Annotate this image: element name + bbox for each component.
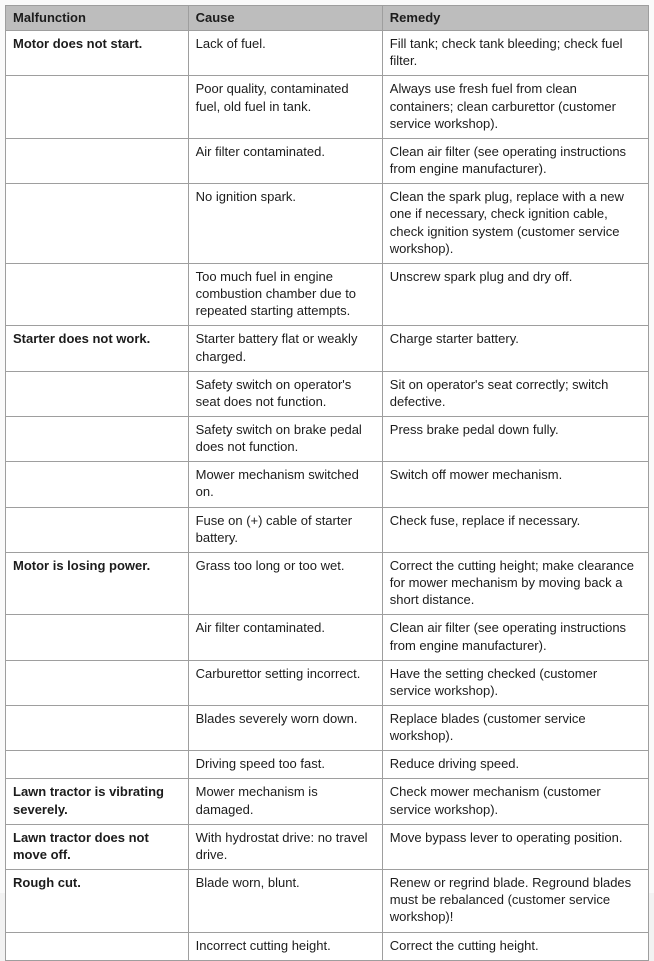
table-row (6, 371, 649, 416)
table-header (6, 6, 649, 31)
cause-cell: Lack of fuel. (188, 31, 382, 76)
table-row (6, 507, 649, 552)
cause-cell: Safety switch on brake pedal does not function. (188, 416, 382, 461)
remedy-cell: Switch off mower mechanism. (382, 462, 648, 507)
table-row (6, 31, 649, 76)
malfunction-cell (6, 138, 189, 183)
table-row (6, 751, 649, 779)
remedy-cell: Unscrew spark plug and dry off. (382, 263, 648, 325)
malfunction-cell: Motor is losing power. (6, 552, 189, 614)
table-row (6, 552, 649, 614)
cause-cell: Mower mechanism is damaged. (188, 779, 382, 824)
malfunction-cell (6, 660, 189, 705)
cause-cell: Fuse on (+) cable of starter battery. (188, 507, 382, 552)
malfunction-cell (6, 263, 189, 325)
remedy-cell: Press brake pedal down fully. (382, 416, 648, 461)
malfunction-cell (6, 462, 189, 507)
cause-cell: Mower mechanism switched on. (188, 462, 382, 507)
remedy-cell: Sit on operator's seat correctly; switch defective. (382, 371, 648, 416)
table-body (6, 31, 649, 961)
malfunction-cell (6, 615, 189, 660)
cause-cell: Incorrect cutting height. (188, 932, 382, 960)
cause-cell: Too much fuel in engine combustion chamber due to repeated starting attempts. (188, 263, 382, 325)
cause-cell: Safety switch on operator's seat does not function. (188, 371, 382, 416)
table-row (6, 660, 649, 705)
table-row (6, 416, 649, 461)
remedy-cell: Check fuse, replace if necessary. (382, 507, 648, 552)
table-row (6, 462, 649, 507)
malfunction-cell (6, 184, 189, 264)
remedy-cell: Charge starter battery. (382, 326, 648, 371)
remedy-cell: Replace blades (customer service workshop). (382, 706, 648, 751)
remedy-cell: Move bypass lever to operating position. (382, 824, 648, 869)
malfunction-cell (6, 932, 189, 960)
remedy-cell: Renew or regrind blade. Reground blades must be rebalanced (customer service workshop)! (382, 870, 648, 932)
malfunction-cell: Lawn tractor is vibrating severely. (6, 779, 189, 824)
malfunction-cell: Rough cut. (6, 870, 189, 932)
remedy-cell: Have the setting checked (customer service workshop). (382, 660, 648, 705)
table-row (6, 138, 649, 183)
cause-cell: Poor quality, contaminated fuel, old fuel in tank. (188, 76, 382, 138)
cause-cell: Grass too long or too wet. (188, 552, 382, 614)
remedy-cell: Clean air filter (see operating instructions from engine manufacturer). (382, 138, 648, 183)
table-row (6, 326, 649, 371)
cause-cell: Blades severely worn down. (188, 706, 382, 751)
remedy-cell: Check mower mechanism (customer service workshop). (382, 779, 648, 824)
cause-cell: Starter battery flat or weakly charged. (188, 326, 382, 371)
table-row (6, 263, 649, 325)
cause-cell: Air filter contaminated. (188, 138, 382, 183)
column-header-malfunction: Malfunction (6, 6, 189, 31)
malfunction-cell (6, 507, 189, 552)
table-row (6, 76, 649, 138)
table-row (6, 706, 649, 751)
table-row (6, 824, 649, 869)
header-row (6, 6, 649, 31)
remedy-cell: Correct the cutting height; make clearance for mower mechanism by moving back a short distance. (382, 552, 648, 614)
malfunction-cell (6, 416, 189, 461)
table-row (6, 184, 649, 264)
cause-cell: Air filter contaminated. (188, 615, 382, 660)
cause-cell: No ignition spark. (188, 184, 382, 264)
column-header-remedy: Remedy (382, 6, 648, 31)
malfunction-cell (6, 76, 189, 138)
malfunction-cell: Starter does not work. (6, 326, 189, 371)
remedy-cell: Clean air filter (see operating instructions from engine manufacturer). (382, 615, 648, 660)
table-row (6, 932, 649, 960)
remedy-cell: Always use fresh fuel from clean containers; clean carburettor (customer service workshop). (382, 76, 648, 138)
malfunction-cell: Motor does not start. (6, 31, 189, 76)
remedy-cell: Reduce driving speed. (382, 751, 648, 779)
malfunction-cell (6, 751, 189, 779)
cause-cell: Blade worn, blunt. (188, 870, 382, 932)
remedy-cell: Fill tank; check tank bleeding; check fuel filter. (382, 31, 648, 76)
remedy-cell: Clean the spark plug, replace with a new one if necessary, check ignition cable, check ignition system (customer service workshop). (382, 184, 648, 264)
malfunction-cell: Lawn tractor does not move off. (6, 824, 189, 869)
table-row (6, 870, 649, 932)
cause-cell: With hydrostat drive: no travel drive. (188, 824, 382, 869)
cause-cell: Carburettor setting incorrect. (188, 660, 382, 705)
malfunction-cell (6, 371, 189, 416)
remedy-cell: Correct the cutting height. (382, 932, 648, 960)
cause-cell: Driving speed too fast. (188, 751, 382, 779)
troubleshooting-table (5, 5, 649, 961)
table-row (6, 615, 649, 660)
malfunction-cell (6, 706, 189, 751)
table-row (6, 779, 649, 824)
column-header-cause: Cause (188, 6, 382, 31)
